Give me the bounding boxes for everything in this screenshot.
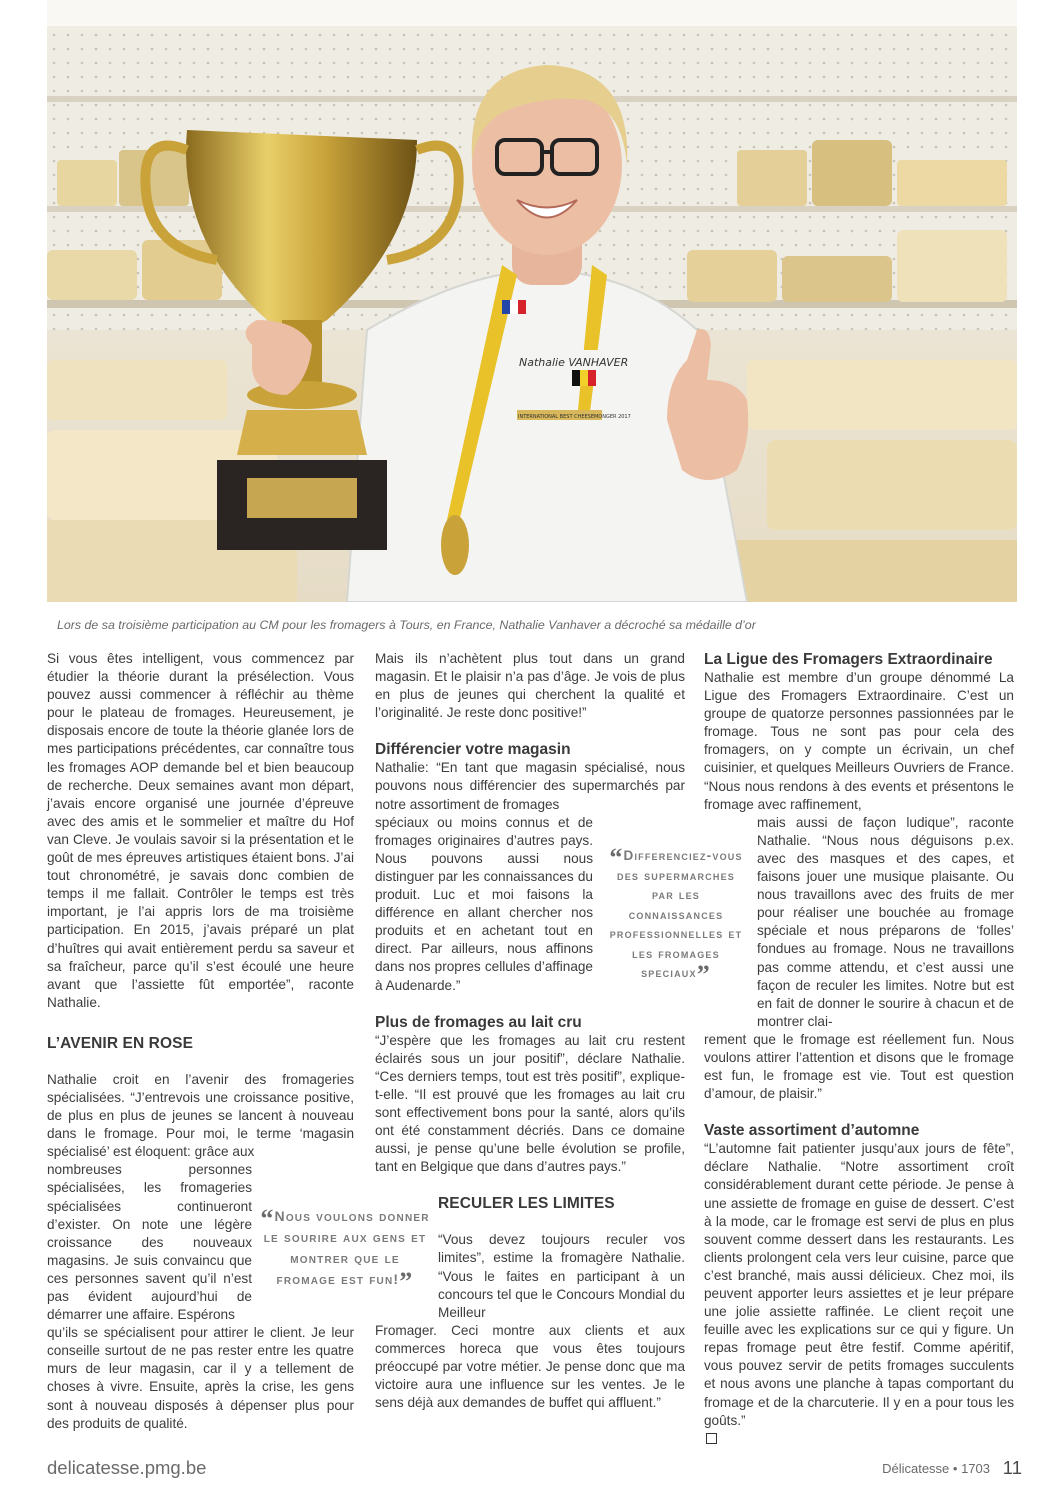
- section-heading-ligue: La Ligue des Fromagers Extraordinaire: [704, 651, 993, 668]
- section-heading-avenir: L’AVENIR EN ROSE: [47, 1034, 194, 1052]
- pull-quote-text: Differenciez-vous des supermarches par les connaissances professionnelles et les fromages speciaux: [609, 848, 743, 980]
- hero-photo: [47, 0, 1017, 602]
- body-paragraph: qu’ils se spécialisent pour attirer le client. Je leur conseille surtout de ne pas rester entre les quatre murs de leur magasin, car il y a tellement de choses à vivre. Ensuite, après la crise, les gens sont à nouveau disposés à dépenser plus pour des produits de qualité.: [47, 1325, 354, 1431]
- body-paragraph: “J’espère que les fromages au lait cru restent éclairés sous un jour positif”, déclare Nathalie. “Ces derniers temps, tout est très positif”, explique-t-elle. “Il est prouvé que les fromages au lait cru sont effectivement bons pour la santé, alors qu’ils ont été constamment décriés. Dans ce domaine aussi, je pense qu’une belle évolution se profile, tant en Belgique que dans d’autres pays.”: [375, 1032, 685, 1175]
- section-heading-lait-cru: Plus de fromages au lait cru: [375, 1013, 582, 1031]
- close-quote-mark: ”: [696, 960, 711, 989]
- issue-label: Délicatesse • 1703: [882, 1461, 990, 1476]
- body-paragraph-narrow: nombreuses personnes spécialisées, les fromageries spécialisées continueront d’exister. On note une légère croissance des nouveaux magasins. Je suis convaincu que ces personnes savent qu’il n’est pas évident aujourd’hui de démarrer une affaire. Espérons: [47, 1162, 252, 1323]
- body-paragraph: Mais ils n’achètent plus tout dans un grand magasin. Et le plaisir n’a pas d’âge. Je vois de plus en plus de jeunes qui cherchent la qualité et l’originalité. Je reste donc positive!”: [375, 651, 685, 721]
- body-paragraph: rement que le fromage est réellement fun. Nous voulons attirer l’attention et disons que le fromage est fun, le fromage est vie. Tout est question d’amour, de plaisir.”: [704, 1031, 1014, 1102]
- column-3: [704, 650, 1014, 1448]
- body-paragraph: Si vous êtes intelligent, vous commencez par étudier la théorie durant la présélection. Vous pouvez aussi commencer à réfléchir au thème pour le plateau de fromages. Heureusement, je disposais encore de toute la théorie glanée lors de mes participations précédentes, car connaître tous les fromages AOP demande bel et bien beaucoup de recherche. Deux semaines avant mon départ, j’avais encore organisé une journée d’épreuve avec des amis et le sommelier et maître du Hof van Cleve. Je voulais savoir si la présentation et le goût de mes épreuves artistiques étaient bons. J’ai tout chronométré, je savais donc combien de temps il me fallait. Contrôler le temps est très important, je l’ai appris lors de ma troisième participation. En 2015, j’avais préparé un plat d’huîtres qui avait entièrement perdu sa saveur et sa fraîcheur, parce qu’il s’est écoulé une heure avant que l’assiette fût emportée”, raconte Nathalie.: [47, 651, 354, 1010]
- photo-caption: Lors de sa troisième participation au CM pour les fromagers à Tours, en France, Nathalie Vanhaver a décroché sa médaille d’or: [57, 618, 756, 632]
- pull-quote-text: Nous voulons donner le sourire aux gens et montrer que le fromage est fun!: [263, 1208, 430, 1287]
- body-paragraph: Nathalie: “En tant que magasin spécialisé, nous pouvons nous différencier des supermarchés par notre assortiment de fromages: [375, 760, 685, 812]
- body-paragraph-narrow: mais aussi de façon ludique”, raconte Nathalie. “Nous nous déguisons p.ex. avec des masques et des capes, et faisons jouer une musique plaisante. Ou nous travaillons avec des fruits de mer pour réaliser une bouchée au fromage spéciale et nous préparons de ‘folles’ fondues au fromage. Nous ne travaillons pas comme attendu, et c’est aussi une façon de reculer les limites. Notre but est en fait de donner le sourire à chacun et de montrer clai-: [757, 814, 1014, 1029]
- end-of-article-box-icon: [706, 1433, 717, 1444]
- page-number: 11: [1002, 1457, 1022, 1478]
- body-paragraph-narrow: “Vous devez toujours reculer vos limites”, estime la fromagère Nathalie. “Vous le faites en participant à un concours tel que le Concours Mondial du Meilleur: [438, 1232, 685, 1320]
- open-quote-mark: “: [260, 1204, 275, 1233]
- cheese-shop-illustration: [47, 0, 1017, 602]
- open-quote-mark: “: [609, 843, 624, 872]
- column-2: [375, 650, 685, 1412]
- section-heading-differencier: Différencier votre magasin: [375, 741, 571, 759]
- section-heading-automne: Vaste assortiment d’automne: [704, 1122, 920, 1140]
- badge-sub: INTERNATIONAL BEST CHEESEMONGER 2017: [518, 414, 631, 420]
- pull-quote-sourire: [260, 1204, 430, 1296]
- section-heading-reculer: RECULER LES LIMITES: [438, 1195, 615, 1213]
- body-paragraph-narrow: spéciaux ou moins connus et de fromages originaires d’autres pays. Nous pouvons aussi nous distinguer par les connaissances du produit. Luc et moi faisons la différence en allant chercher nos produits et en achetant tout en direct. Par ailleurs, nous affinons dans nos propres cellules d’affinage à Audenarde.”: [375, 814, 593, 993]
- close-quote-mark: ”: [399, 1267, 414, 1296]
- website-link[interactable]: delicatesse.pmg.be: [47, 1457, 207, 1478]
- body-paragraph: Nathalie croit en l’avenir des fromageries spécialisées. “J’entrevois une croissance positive, de plus en plus de jeunes se lancent à nouveau dans le fromage. Pour moi, le terme ‘magasin spécialisé’ est éloquent: grâce aux: [47, 1071, 354, 1160]
- column-1: [47, 650, 354, 1433]
- body-paragraph: Fromager. Ceci montre aux clients et aux commerces horeca que vous êtes toujours préoccupé par votre métier. Je pense donc que ma victoire aura une influence sur les ventes. Je le sens déjà aux demandes de buffet qui affluent.”: [375, 1322, 685, 1411]
- body-paragraph: Nathalie est membre d’un groupe dénommé La Ligue des Fromagers Extraordinaire. C’est un groupe de quatorze personnes passionnées par le fromage. Tous ne sont pas pour cela des fromagers, on y compte un écrivain, un chef cuisinier, et quelques Meilleurs Ouvriers de France. “Nous nous rendons à des events et présentons le fromage avec raffinement,: [704, 670, 1014, 812]
- page-footer: [47, 1457, 1022, 1483]
- badge-name: Nathalie VANHAVER: [519, 356, 629, 369]
- pull-quote-differenciez: [606, 843, 746, 989]
- body-paragraph: “L’automne fait patienter jusqu’aux jours de fête”, déclare Nathalie. “Notre assortiment croît considérablement durant cette période. Je pense à une assiette de fromage en guise de dessert. C’est à la mode, car le fromage est servi de plus en plus souvent comme dessert dans les restaurants. Les clients prolongent cela vers leur cuisine, parce que c’est branché, mais aussi délicieux. Chez moi, ils peuvent apporter leurs assiettes et je leur prépare une jolie assiette raffinée. Le client reçoit une feuille avec les explications sur ce qui y figure. Un repas fromage peut être festif. Comme apéritif, vous pouvez servir de petits fromages succulents et nous avons une planche à tapas comportant du fromage et de la charcuterie. Il y en a pour tous les goûts.”: [704, 1141, 1014, 1428]
